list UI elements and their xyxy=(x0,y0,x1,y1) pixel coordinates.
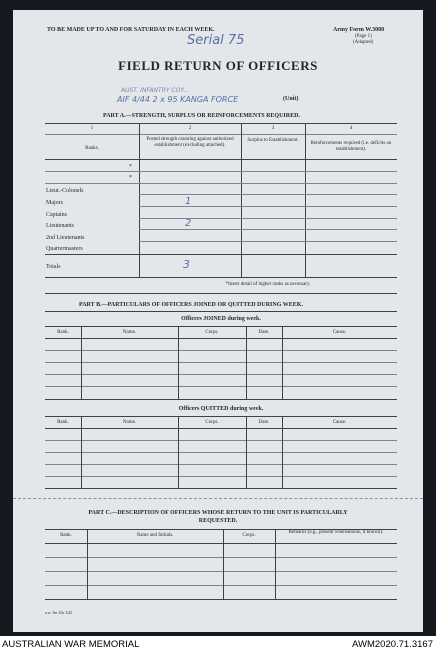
unit-handwriting-2: AIF 4/44 2 x 95 KANGA FORCE xyxy=(117,95,239,104)
col-posted-header: Posted strength counting against authorized establishment (excluding attached). xyxy=(146,137,234,148)
partc-col-corps: Corps. xyxy=(242,533,256,538)
part-c-title-1: PART C.—DESCRIPTION OF OFFICERS WHOSE RETURN TO THE UNIT IS PARTICULARLY xyxy=(88,510,348,516)
unit-handwriting-1: AUST. INFANTRY COY... xyxy=(121,87,189,94)
joined-col-corps: Corps. xyxy=(205,330,219,335)
rank-captains: Captains xyxy=(46,212,67,218)
col-reinforcements-header: Reinforcements required (i.e. deficits on establishment). xyxy=(310,141,392,152)
rank-2nd-lieutenants: 2nd Lieutenants xyxy=(46,235,85,241)
unit-label: (Unit) xyxy=(283,96,299,102)
joined-col-rank: Rank. xyxy=(57,330,69,335)
quitted-col-corps: Corps. xyxy=(205,420,219,425)
quitted-col-rank: Rank. xyxy=(57,420,69,425)
rank-lieutenants: Lieutenants xyxy=(46,223,74,229)
joined-col-cause: Cause. xyxy=(332,330,347,335)
footer-institution: AUSTRALIAN WAR MEMORIAL xyxy=(2,639,140,650)
partc-col-name: Name and Initials. xyxy=(136,533,174,538)
form-number: Army Form W.3008 xyxy=(333,27,385,33)
form-page xyxy=(13,10,423,632)
part-c-title-2: REQUESTED. xyxy=(198,518,238,524)
asterisk-row-2: * xyxy=(129,175,132,181)
col-number-4: 4 xyxy=(349,126,353,131)
form-adapted: (Adapted) xyxy=(353,40,374,45)
form-page-number: (Page 1) xyxy=(355,34,372,39)
hand-lieutenants: 2 xyxy=(185,218,192,229)
joined-col-date: Date. xyxy=(258,330,270,335)
perforation-line xyxy=(13,498,423,499)
form-title: FIELD RETURN OF OFFICERS xyxy=(118,58,318,73)
part-a-footnote: *Insert detail of higher ranks as necessary. xyxy=(225,282,311,287)
col-number-2: 2 xyxy=(188,126,192,131)
col-surplus-header: Surplus to Establishment. xyxy=(247,138,299,143)
serial-handwriting: Serial 75 xyxy=(187,33,245,48)
col-number-1: 1 xyxy=(90,126,94,131)
archive-footer xyxy=(0,636,436,653)
quitted-col-cause: Cause. xyxy=(332,420,347,425)
quitted-title: Officers QUITTED during week. xyxy=(178,406,264,412)
partc-col-rank: Rank. xyxy=(60,533,72,538)
hand-totals: 3 xyxy=(183,258,190,271)
form-instruction: TO BE MADE UP TO AND FOR SATURDAY IN EACH WEEK. xyxy=(47,27,215,33)
printer-note: a.w. 3m 10s 3/42 xyxy=(45,610,73,615)
col-number-3: 3 xyxy=(271,126,275,131)
joined-title: Officers JOINED during week. xyxy=(181,316,261,322)
footer-accession-number: AWM2020.71.3167 xyxy=(352,639,433,650)
hand-majors: 1 xyxy=(185,196,192,207)
asterisk-row-1: * xyxy=(129,164,132,170)
part-b-title: PART B.—PARTICULARS OF OFFICERS JOINED OR QUITTED DURING WEEK. xyxy=(79,302,303,308)
partc-col-remarks: Remarks (e.g., present whereabouts, if known). xyxy=(288,530,384,535)
rank-majors: Majors xyxy=(46,200,63,206)
quitted-col-name: Name. xyxy=(122,420,137,425)
rank-quartermasters: Quartermasters xyxy=(46,246,83,252)
joined-col-name: Name. xyxy=(122,330,137,335)
rank-totals: Totals xyxy=(46,264,61,270)
part-a-title: PART A.—STRENGTH, SURPLUS OR REINFORCEMENTS REQUIRED. xyxy=(103,113,300,119)
col-ranks-header: Ranks. xyxy=(85,146,99,151)
rank-lieut-colonels: Lieut.-Colonels xyxy=(46,188,84,194)
quitted-col-date: Date. xyxy=(258,420,270,425)
